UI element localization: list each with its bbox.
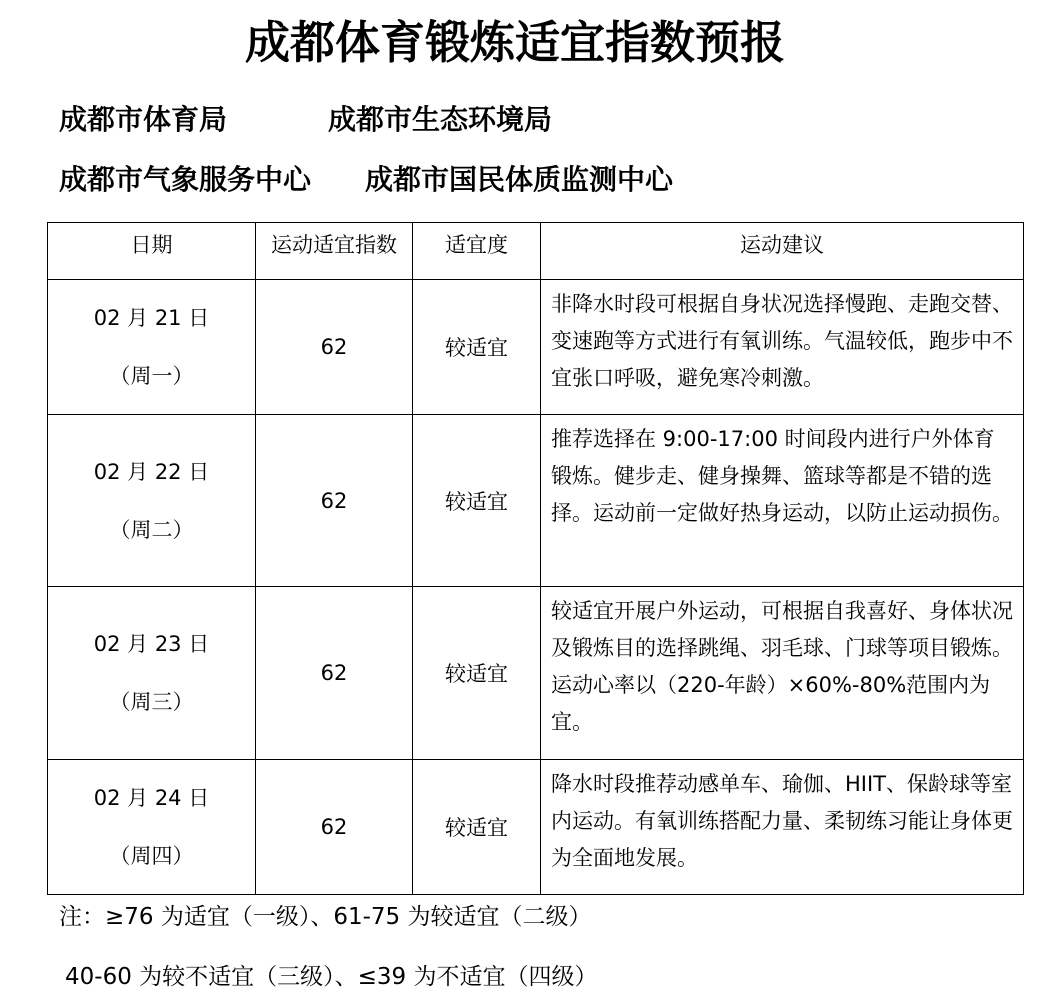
level-cell: 较适宜 (413, 415, 541, 587)
index-cell: 62 (256, 760, 413, 895)
table-row (48, 280, 1024, 415)
date-text: 02 月 24 日 (93, 786, 210, 810)
header-index: 运动适宜指数 (256, 223, 413, 280)
note-level-scale-1: 注：≥76 为适宜（一级）、61-75 为较适宜（二级） (59, 904, 592, 930)
date-text: 02 月 21 日 (93, 306, 210, 330)
level-cell: 较适宜 (413, 280, 541, 415)
advice-cell: 较适宜开展户外运动，可根据自我喜好、身体状况及锻炼目的选择跳绳、羽毛球、门球等项目锻炼。运动心率以（220-年龄）×60%-80%范围内为宜。 (541, 587, 1024, 760)
date-cell (48, 760, 256, 895)
weekday-text: （周四） (109, 844, 194, 868)
advice-cell: 非降水时段可根据自身状况选择慢跑、走跑交替、变速跑等方式进行有氧训练。气温较低，跑步中不宜张口呼吸，避免寒冷刺激。 (541, 280, 1024, 415)
date-cell (48, 587, 256, 760)
header-level: 适宜度 (413, 223, 541, 280)
date-text: 02 月 23 日 (93, 632, 210, 656)
table-row (48, 760, 1024, 895)
level-cell: 较适宜 (413, 587, 541, 760)
date-text: 02 月 22 日 (93, 459, 210, 484)
index-cell: 62 (256, 587, 413, 760)
org-meteorology-center: 成都市气象服务中心 (59, 163, 312, 196)
weekday-text: （周二） (109, 517, 194, 542)
table-row (48, 415, 1024, 587)
forecast-table (47, 222, 1024, 895)
date-cell (48, 280, 256, 415)
index-cell: 62 (256, 415, 413, 587)
org-ecology-bureau: 成都市生态环境局 (328, 103, 553, 136)
table-header-row (48, 223, 1024, 280)
date-cell (48, 415, 256, 587)
table-row (48, 587, 1024, 760)
note-level-scale-2: 40-60 为较不适宜（三级）、≤39 为不适宜（四级） (65, 964, 598, 990)
weekday-text: （周一） (109, 364, 194, 388)
level-cell: 较适宜 (413, 760, 541, 895)
header-date: 日期 (48, 223, 256, 280)
page-title: 成都体育锻炼适宜指数预报 (244, 16, 785, 69)
advice-cell: 降水时段推荐动感单车、瑜伽、HIIT、保龄球等室内运动。有氧训练搭配力量、柔韧练习能让身体更为全面地发展。 (541, 760, 1024, 895)
advice-cell: 推荐选择在 9:00-17:00 时间段内进行户外体育锻炼。健步走、健身操舞、篮球等都是不错的选择。运动前一定做好热身运动，以防止运动损伤。 (541, 415, 1024, 587)
index-cell: 62 (256, 280, 413, 415)
org-fitness-monitoring-center: 成都市国民体质监测中心 (365, 163, 674, 196)
org-sports-bureau: 成都市体育局 (59, 103, 228, 136)
weekday-text: （周三） (109, 690, 194, 714)
header-advice: 运动建议 (541, 223, 1024, 280)
